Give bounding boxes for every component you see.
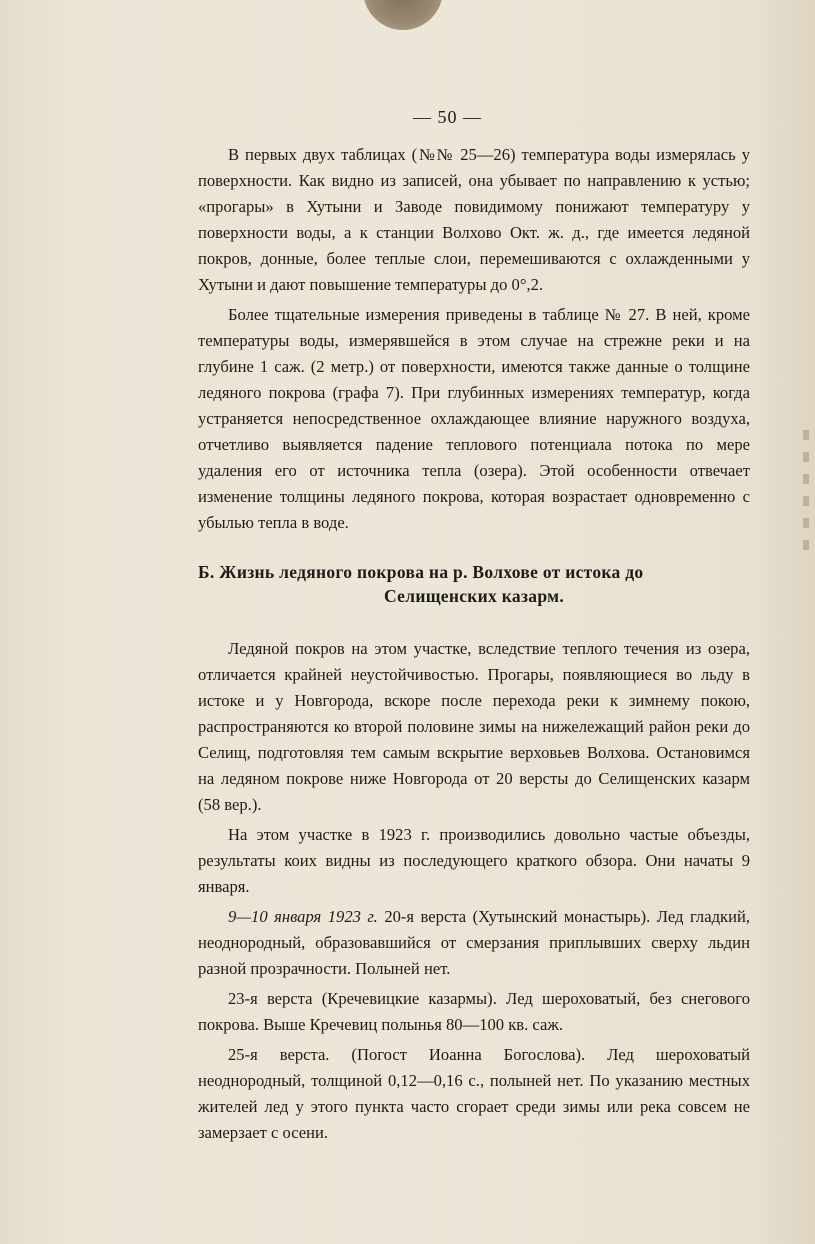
section-heading [198,560,750,608]
page-number: — 50 — [413,107,482,127]
binding-hole [363,0,443,30]
section-heading-line-1: Б. Жизнь ледяного покрова на р. Волхове от истока до [198,562,644,582]
paragraph-table-27: Более тщательные измерения приведены в таблице № 27. В ней, кроме температуры воды, измерявшейся в этом случае на стрежне реки и на глубине 1 саж. (2 метр.) от поверхности, имеются также данные о толщине ледяного покрова (графа 7). При глубинных измерениях температур, когда устраняется непосредственное охлаждающее влияние наружного воздуха, отчетливо выявляется падение теплового потенциала потока по мере удаления его от источника тепла (озера). Этой особенности отвечает изменение толщины ледяного покрова, которая возрастает одновременно с убылью тепла в воде. [198,305,750,532]
page-edge-marks [803,430,809,550]
date-label: 9—10 января 1923 г. [228,907,378,926]
paragraph-1923-trips: На этом участке в 1923 г. производились довольно частые объезды, результаты коих видны из последующего краткого обзора. Они начаты 9 января. [198,825,750,896]
paragraph-25th-verst: 25-я верста. (Погост Иоанна Богослова). Лед шероховатый неоднородный, толщиной 0,12—0,16 с., полыней нет. По указанию местных жителей лед у этого пункта часто сгорает среди зимы или река совсем не замерзает с осени. [198,1045,750,1142]
paragraph-20th-verst [198,904,750,982]
section-heading-line-2: Селищенских казарм. [383,586,565,606]
paragraph-temperature-surface: В первых двух таблицах (№№ 25—26) температура воды измерялась у поверхности. Как видно из записей, она убывает по направлению к устью; «прогары» в Хутыни и Заводе повидимому понижают температуру у поверхности воды, а к станции Волхово Окт. ж. д., где имеется ледяной покров, донные, более теплые слои, перемешиваются с охлажденными у Хутыни и дают повышение температуры до 0°,2. [198,145,750,294]
paragraph-23rd-verst: 23-я верста (Кречевицкие казармы). Лед шероховатый, без снегового покрова. Выше Кречевиц полынья 80—100 кв. саж. [198,989,750,1034]
page-text [198,142,750,1150]
paragraph-20th-verst-text: 20-я верста (Хутынский монастырь). Лед гладкий, неоднородный, образовавшийся от смерзания приплывших сверху льдин разной прозрачности. Полыней нет. [198,907,750,978]
paragraph-ice-cover: Ледяной покров на этом участке, вследствие теплого течения из озера, отличается крайней неустойчивостью. Прогары, появляющиеся во льду в истоке и у Новгорода, вскоре после перехода реки к зимнему покою, распространяются ко второй половине зимы на нижележащий район реки до Селищ, подготовляя тем самым вскрытие верховьев Волхова. Остановимся на ледяном покрове ниже Новгорода от 20 версты до Селищенских казарм (58 вер.). [198,639,750,814]
